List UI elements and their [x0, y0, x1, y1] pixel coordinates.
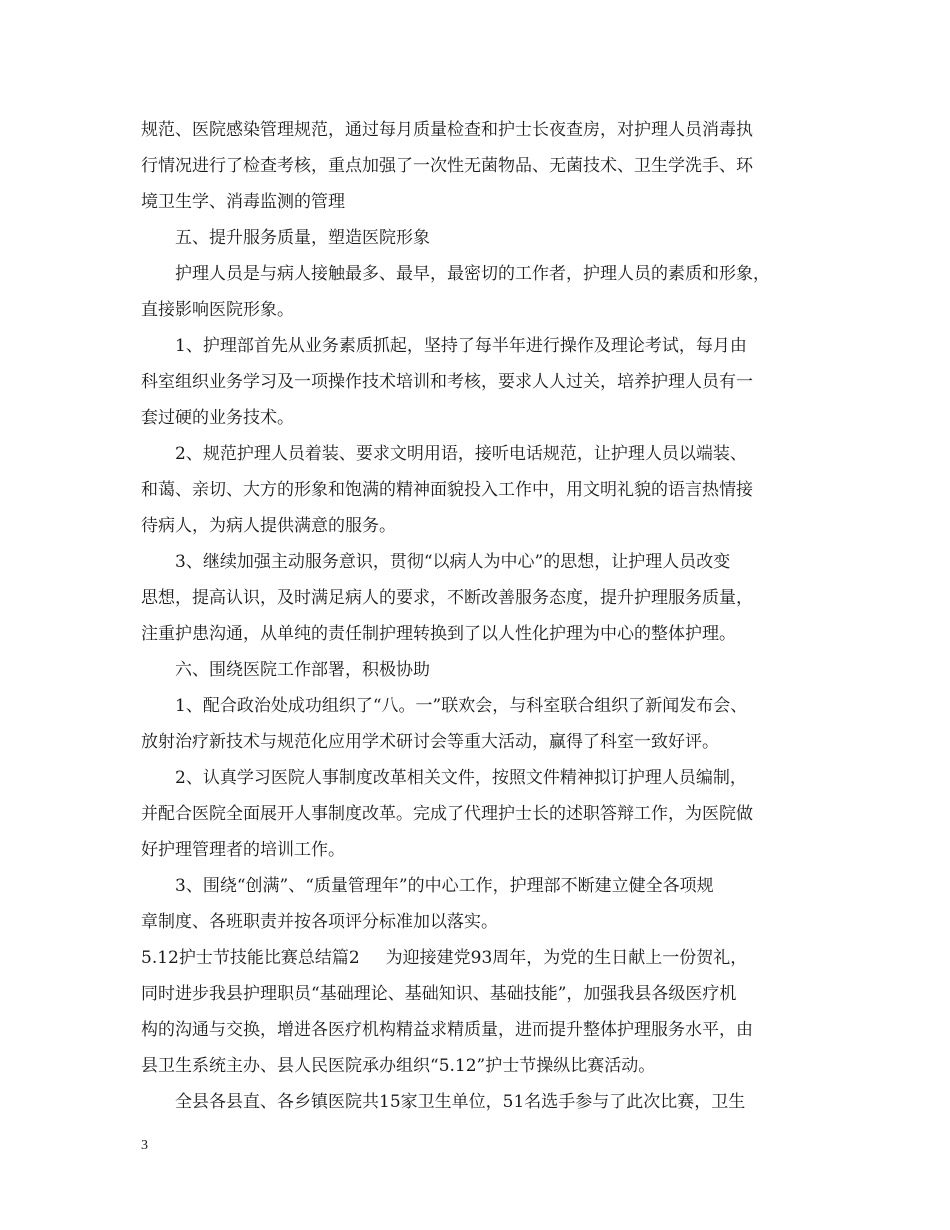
page-number: 3	[141, 1138, 148, 1153]
text-line: 规范、医院感染管理规范，通过每月质量检查和护士长夜查房，对护理人员消毒执	[141, 120, 753, 140]
text-line: 2、认真学习医院人事制度改革相关文件，按照文件精神拟订护理人员编制，	[175, 768, 747, 788]
document-body	[141, 112, 831, 1120]
text-line: 2、规范护理人员着装、要求文明用语，接听电话规范，让护理人员以端装、	[175, 444, 747, 464]
text-line: 护理人员是与病人接触最多、最早，最密切的工作者，护理人员的素质和形象，	[175, 264, 770, 284]
text-line: 科室组织业务学习及一项操作技术培训和考核，要求人人过关，培养护理人员有一	[141, 372, 753, 392]
text-line: 3、围绕“创满”、“质量管理年”的中心工作，护理部不断建立健全各项规	[175, 876, 714, 896]
text-line: 并配合医院全面展开人事制度改革。完成了代理护士长的述职答辩工作，为医院做	[141, 804, 753, 824]
text-line: 同时进步我县护理职员“基础理论、基础知识、基础技能”，加强我县各级医疗机	[141, 984, 737, 1004]
text-line: 构的沟通与交换，增进各医疗机构精益求精质量，进而提升整体护理服务水平，由	[141, 1020, 753, 1040]
text-line: 1、护理部首先从业务素质抓起，坚持了每半年进行操作及理论考试，每月由	[175, 336, 747, 356]
text-line: 套过硬的业务技术。	[141, 408, 294, 428]
text-line: 思想，提高认识，及时满足病人的要求，不断改善服务态度，提升护理服务质量，	[141, 588, 753, 608]
text-line: 章制度、各班职责并按各项评分标准加以落实。	[141, 912, 498, 932]
text-line: 行情况进行了检查考核，重点加强了一次性无菌物品、无菌技术、卫生学洗手、环	[141, 156, 753, 176]
section-heading: 六、围绕医院工作部署，积极协助	[175, 660, 430, 680]
text-line: 好护理管理者的培训工作。	[141, 840, 345, 860]
text-line: 境卫生学、消毒监测的管理	[141, 192, 345, 212]
text-line: 待病人，为病人提供满意的服务。	[141, 516, 396, 536]
text-line: 直接影响医院形象。	[141, 300, 294, 320]
text-line: 注重护患沟通，从单纯的责任制护理转换到了以人性化护理为中心的整体护理。	[141, 624, 736, 644]
inline-title-text: 为迎接建党93周年，为党的生日献上一份贺礼，	[385, 948, 748, 968]
text-line: 3、继续加强主动服务意识，贯彻“以病人为中心”的思想，让护理人员改变	[175, 552, 731, 572]
section-heading: 五、提升服务质量，塑造医院形象	[175, 228, 430, 248]
inline-title: 5.12护士节技能比赛总结篇2	[141, 948, 360, 968]
text-line: 和蔼、亲切、大方的形象和饱满的精神面貌投入工作中，用文明礼貌的语言热情接	[141, 480, 753, 500]
text-line: 县卫生系统主办、县人民医院承办组织“5.12”护士节操纵比赛活动。	[141, 1056, 656, 1076]
text-line: 1、配合政治处成功组织了“八。一”联欢会，与科室联合组织了新闻发布会、	[175, 696, 748, 716]
text-line: 放射治疗新技术与规范化应用学术研讨会等重大活动，赢得了科室一致好评。	[141, 732, 719, 752]
title-line	[141, 940, 831, 976]
text-line: 全县各县直、各乡镇医院共15家卫生单位，51名选手参与了此次比赛，卫生	[175, 1092, 746, 1112]
